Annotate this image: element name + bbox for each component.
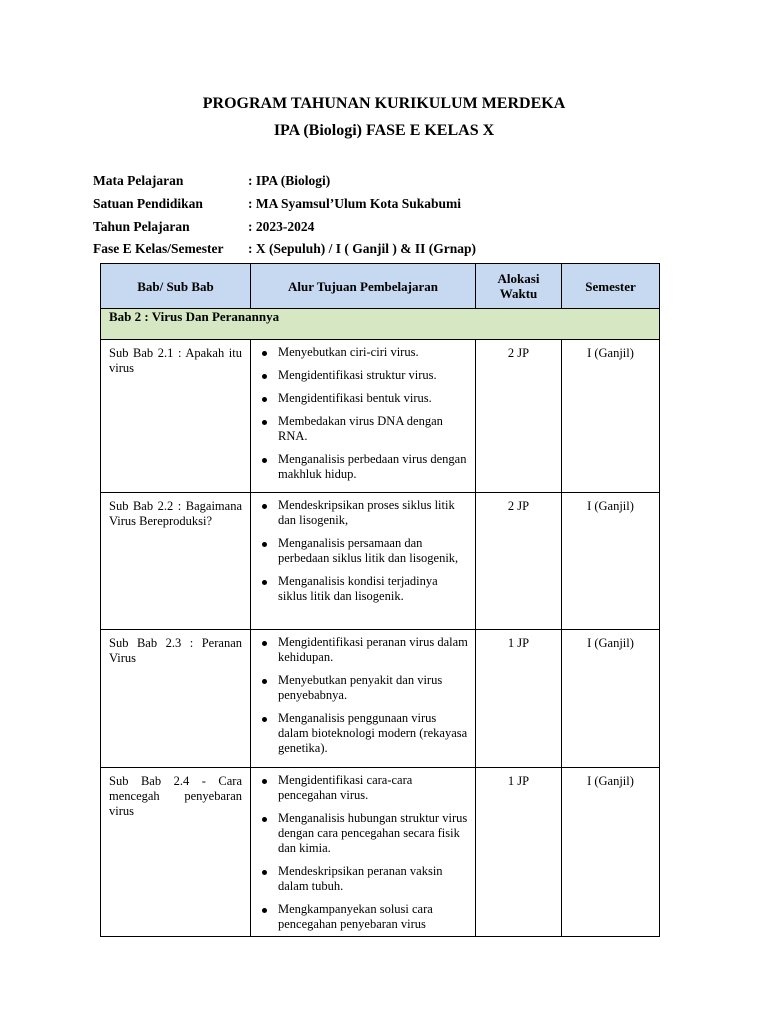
info-label: Mata Pelajaran (93, 173, 184, 188)
semester-cell: I (Ganjil) (562, 630, 660, 768)
alokasi-cell: 1 JP (476, 630, 562, 768)
info-label: Fase E Kelas/Semester (93, 241, 224, 256)
tujuan-item: Menganalisis persamaan dan perbedaan siklus litik dan lisogenik, (255, 536, 469, 566)
tujuan-cell (251, 630, 476, 768)
info-value: : 2023-2024 (248, 219, 315, 234)
bab-row (101, 309, 660, 340)
bab-title: Bab 2 : Virus Dan Peranannya (101, 309, 660, 340)
header-alur-tujuan: Alur Tujuan Pembelajaran (251, 264, 476, 309)
info-value: : IPA (Biologi) (248, 173, 331, 188)
tujuan-item: Mengidentifikasi bentuk virus. (255, 391, 469, 406)
tujuan-item: Menganalisis hubungan struktur virus dengan cara pencegahan secara fisik dan kimia. (255, 811, 469, 856)
header-semester: Semester (562, 264, 660, 309)
sub-bab-cell: Sub Bab 2.3 : Peranan Virus (101, 630, 251, 768)
alokasi-cell: 1 JP (476, 768, 562, 937)
semester-cell: I (Ganjil) (562, 768, 660, 937)
tujuan-item: Mengidentifikasi struktur virus. (255, 368, 469, 383)
tujuan-item: Membedakan virus DNA dengan RNA. (255, 414, 469, 444)
tujuan-cell (251, 493, 476, 630)
table-row (101, 340, 660, 493)
table-row (101, 630, 660, 768)
document-subtitle: IPA (Biologi) FASE E KELAS X (273, 122, 495, 139)
table-row (101, 768, 660, 937)
tujuan-item: Mengkampanyekan solusi cara pencegahan penyebaran virus (255, 902, 469, 932)
program-table (100, 263, 660, 937)
info-value: : X (Sepuluh) / I ( Ganjil ) & II (Grnap) (248, 241, 477, 256)
semester-cell: I (Ganjil) (562, 493, 660, 630)
tujuan-cell (251, 340, 476, 493)
tujuan-item: Mengidentifikasi cara-cara pencegahan virus. (255, 773, 469, 803)
header-bab-sub-bab: Bab/ Sub Bab (101, 264, 251, 309)
tujuan-item: Menganalisis penggunaan virus dalam bioteknologi modern (rekayasa genetika). (255, 711, 469, 756)
info-label: Satuan Pendidikan (93, 196, 203, 211)
tujuan-item: Mengidentifikasi peranan virus dalam kehidupan. (255, 635, 469, 665)
sub-bab-cell: Sub Bab 2.4 - Cara mencegah penyebaran virus (101, 768, 251, 937)
tujuan-item: Menyebutkan penyakit dan virus penyebabnya. (255, 673, 469, 703)
semester-cell: I (Ganjil) (562, 340, 660, 493)
table-header-row (101, 264, 660, 309)
tujuan-item: Mendeskripsikan proses siklus litik dan lisogenik, (255, 498, 469, 528)
info-value: : MA Syamsul’Ulum Kota Sukabumi (248, 196, 462, 211)
tujuan-item: Menyebutkan ciri-ciri virus. (255, 345, 469, 360)
tujuan-item: Mendeskripsikan peranan vaksin dalam tubuh. (255, 864, 469, 894)
info-label: Tahun Pelajaran (93, 219, 190, 234)
tujuan-item: Menganalisis kondisi terjadinya siklus litik dan lisogenik. (255, 574, 469, 604)
header-alokasi-waktu: Alokasi Waktu (476, 264, 562, 309)
sub-bab-cell: Sub Bab 2.1 : Apakah itu virus (101, 340, 251, 493)
alokasi-cell: 2 JP (476, 340, 562, 493)
table-row (101, 493, 660, 630)
sub-bab-cell: Sub Bab 2.2 : Bagaimana Virus Bereproduksi? (101, 493, 251, 630)
tujuan-cell (251, 768, 476, 937)
alokasi-cell: 2 JP (476, 493, 562, 630)
document-title: PROGRAM TAHUNAN KURIKULUM MERDEKA (202, 95, 566, 112)
tujuan-item: Menganalisis perbedaan virus dengan makhluk hidup. (255, 452, 469, 482)
